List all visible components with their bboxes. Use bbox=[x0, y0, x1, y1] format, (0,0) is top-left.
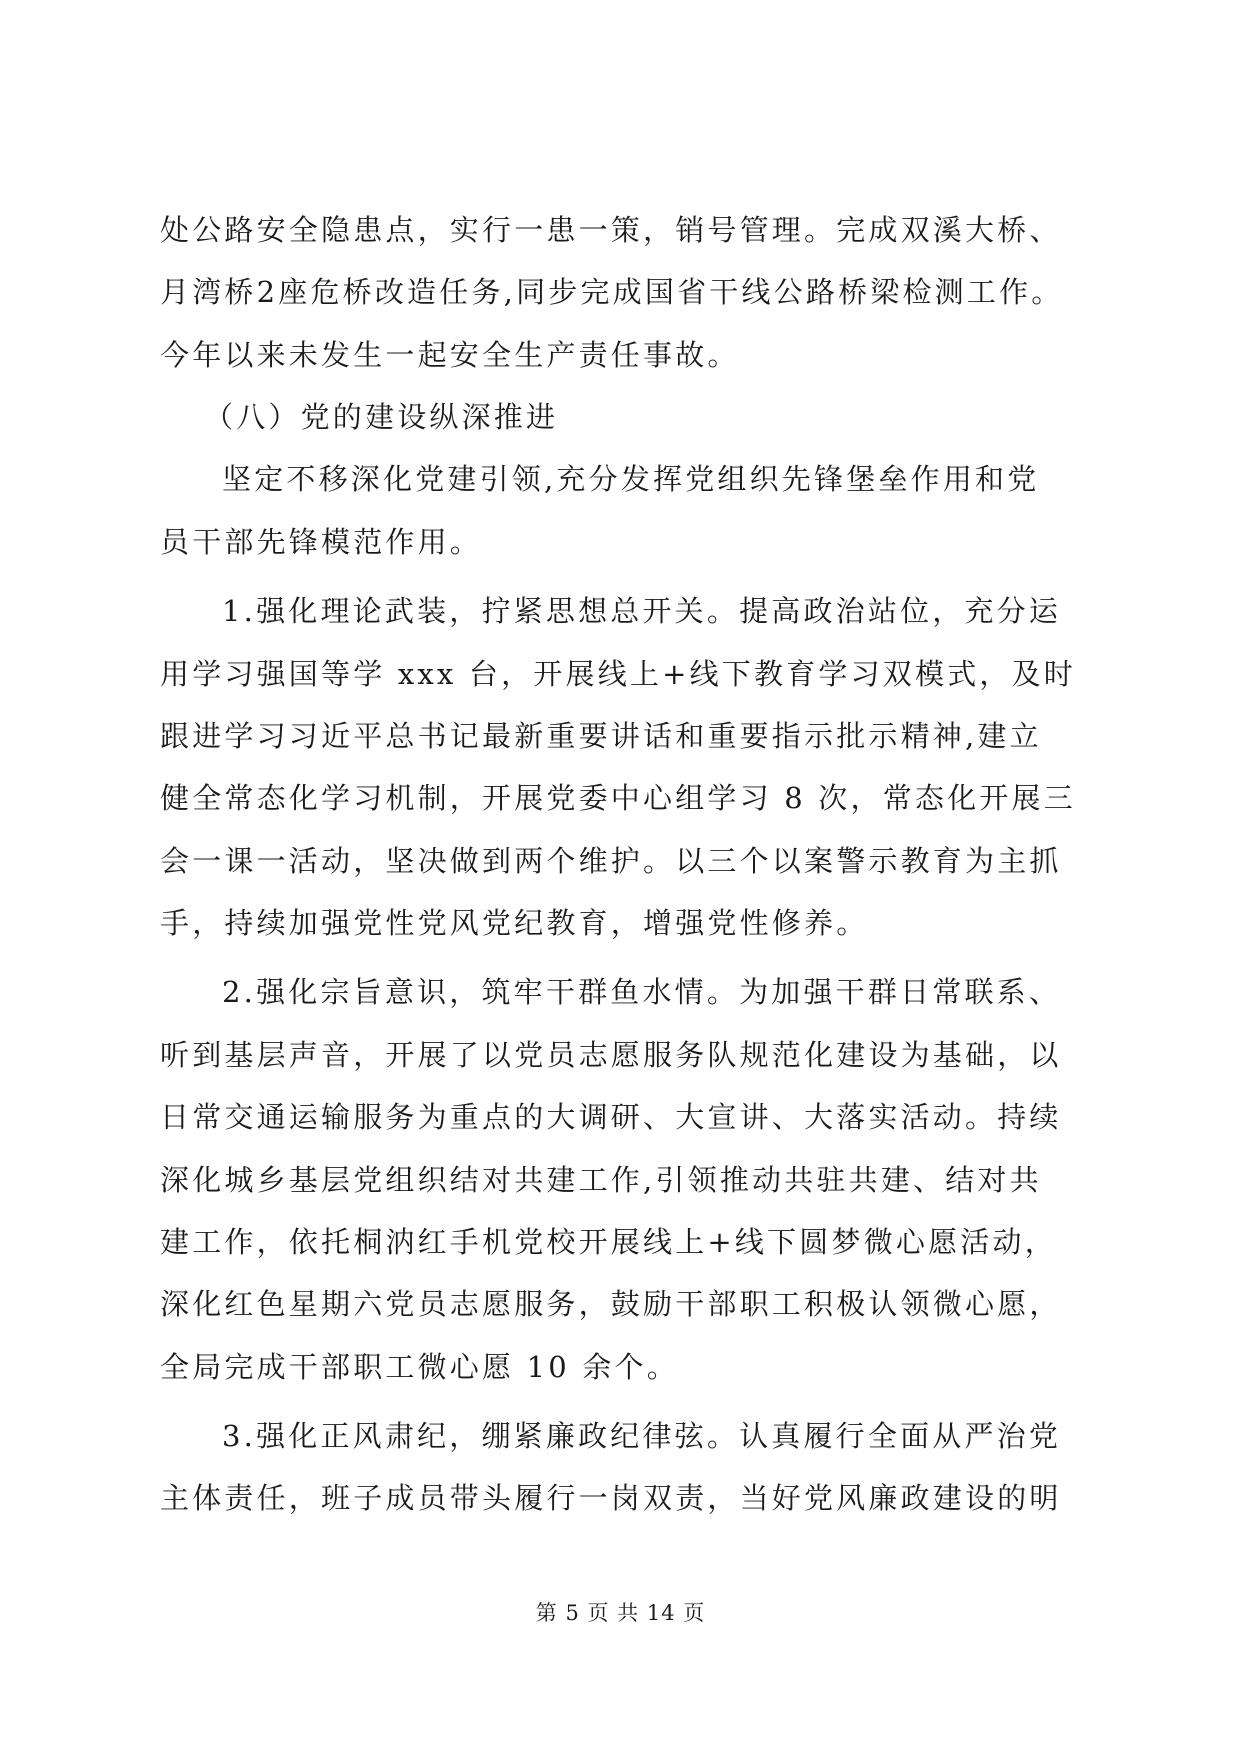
text-line: 今年以来未发生一起安全生产责任事故。 bbox=[160, 338, 740, 372]
text-line: 3.强化正风肃纪，绷紧廉政纪律弦。认真履行全面从严治党 bbox=[222, 1419, 1062, 1453]
text-line: 健全常态化学习机制，开展党委中心组学习 8 次，常态化开展三 bbox=[160, 781, 1076, 815]
text-line: 会一课一活动，坚决做到两个维护。以三个以案警示教育为主抓 bbox=[160, 844, 1062, 878]
text-line: 2.强化宗旨意识，筑牢干群鱼水情。为加强干群日常联系、 bbox=[222, 975, 1062, 1009]
text-line: 听到基层声音，开展了以党员志愿服务队规范化建设为基础，以 bbox=[160, 1038, 1062, 1072]
section-heading: （八）党的建设纵深推进 bbox=[204, 400, 559, 434]
text-line: 处公路安全隐患点，实行一患一策，销号管理。完成双溪大桥、 bbox=[160, 213, 1062, 247]
text-line: 深化城乡基层党组织结对共建工作,引领推动共驻共建、结对共 bbox=[160, 1163, 1042, 1197]
text-line: 跟进学习习近平总书记最新重要讲话和重要指示批示精神,建立 bbox=[160, 719, 1042, 753]
text-line: 用学习强国等学 xxx 台，开展线上+线下教育学习双模式，及时 bbox=[160, 657, 1077, 691]
text-line: 手，持续加强党性党风党纪教育，增强党性修养。 bbox=[160, 906, 869, 940]
text-line: 日常交通运输服务为重点的大调研、大宣讲、大落实活动。持续 bbox=[160, 1100, 1062, 1134]
text-line: 深化红色星期六党员志愿服务，鼓励干部职工积极认领微心愿， bbox=[160, 1287, 1062, 1321]
text-line: 坚定不移深化党建引领,充分发挥党组织先锋堡垒作用和党 bbox=[222, 462, 1040, 496]
text-line: 月湾桥2座危桥改造任务,同步完成国省干线公路桥梁检测工作。 bbox=[160, 275, 1064, 309]
text-line: 主体责任，班子成员带头履行一岗双责，当好党风廉政建设的明 bbox=[160, 1481, 1062, 1515]
text-line: 1.强化理论武装，拧紧思想总开关。提高政治站位，充分运 bbox=[222, 594, 1062, 628]
text-line: 员干部先锋模范作用。 bbox=[160, 525, 483, 559]
page-number-footer: 第 5 页 共 14 页 bbox=[535, 1601, 706, 1625]
text-line: 全局完成干部职工微心愿 10 余个。 bbox=[160, 1350, 679, 1384]
text-line: 建工作，依托桐汭红手机党校开展线上+线下圆梦微心愿活动， bbox=[160, 1225, 1057, 1259]
